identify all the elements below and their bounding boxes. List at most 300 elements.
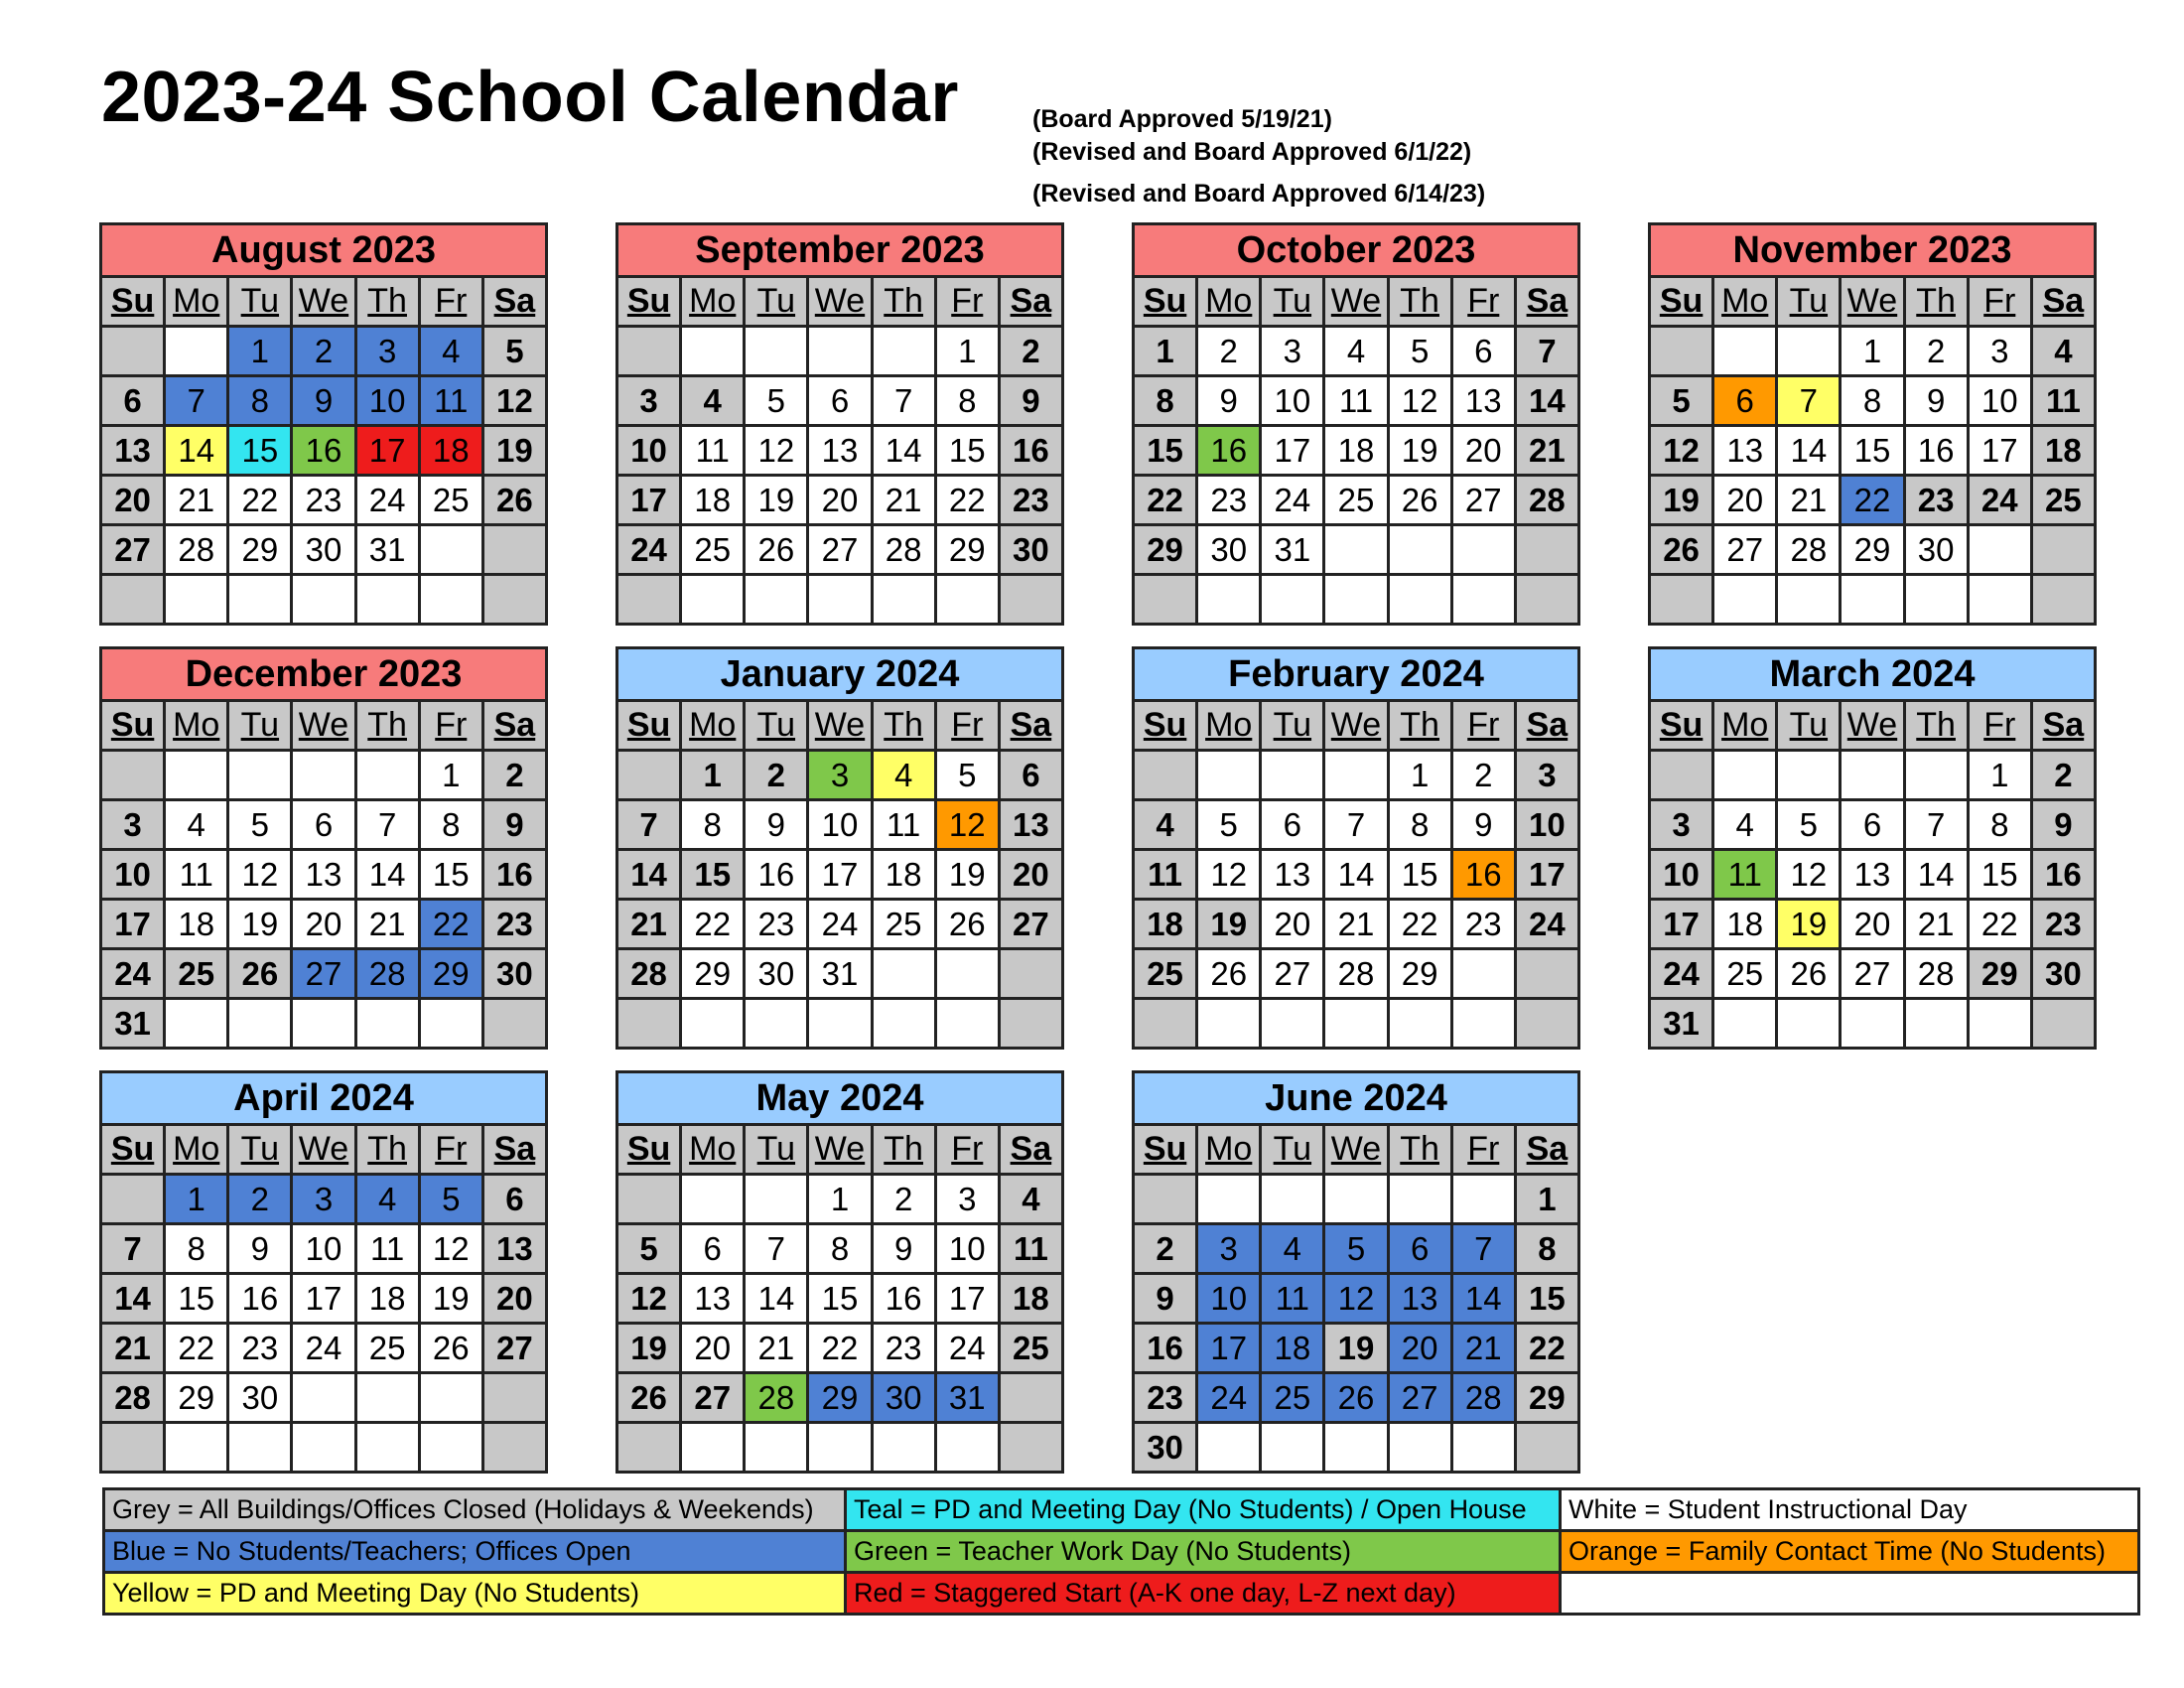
day-cell: 5 [1325, 1225, 1386, 1272]
empty-day-cell [1198, 1000, 1259, 1047]
empty-day-cell [1906, 576, 1967, 623]
day-cell: 14 [618, 851, 679, 898]
day-cell: 2 [293, 328, 353, 374]
weekday-label-we: We [293, 702, 353, 749]
day-cell: 1 [1390, 752, 1450, 798]
day-cell: 19 [1778, 901, 1839, 947]
day-cell: 16 [874, 1275, 934, 1322]
day-cell: 14 [1453, 1275, 1514, 1322]
empty-day-cell [937, 950, 998, 997]
day-cell: 13 [293, 851, 353, 898]
day-cell: 17 [357, 427, 418, 474]
day-cell: 14 [1325, 851, 1386, 898]
day-cell: 27 [102, 526, 163, 573]
day-cell: 21 [874, 477, 934, 523]
day-cell: 23 [1906, 477, 1967, 523]
weekday-label-sa: Sa [1517, 278, 1577, 325]
day-cell: 2 [484, 752, 545, 798]
day-cell: 22 [1842, 477, 1902, 523]
month-days-grid [1135, 702, 1577, 1047]
empty-day-cell [682, 1000, 743, 1047]
day-cell: 13 [1453, 377, 1514, 424]
day-cell: 18 [1714, 901, 1775, 947]
weekday-label-tu: Tu [746, 1126, 806, 1173]
day-cell: 21 [1778, 477, 1839, 523]
day-cell: 25 [682, 526, 743, 573]
weekday-label-tu: Tu [1262, 1126, 1322, 1173]
empty-day-cell [618, 1176, 679, 1222]
empty-day-cell [421, 1000, 481, 1047]
day-cell: 4 [1135, 801, 1195, 848]
day-cell: 13 [1001, 801, 1061, 848]
day-cell: 26 [1778, 950, 1839, 997]
day-cell: 4 [1714, 801, 1775, 848]
weekday-label-mo: Mo [166, 1126, 226, 1173]
day-cell: 13 [1262, 851, 1322, 898]
day-cell: 29 [421, 950, 481, 997]
day-cell: 3 [1262, 328, 1322, 374]
day-cell: 6 [1714, 377, 1775, 424]
day-cell: 14 [874, 427, 934, 474]
empty-day-cell [229, 1424, 290, 1471]
empty-day-cell [1453, 576, 1514, 623]
empty-day-cell [1198, 752, 1259, 798]
empty-day-cell [1325, 752, 1386, 798]
empty-day-cell [484, 526, 545, 573]
day-cell: 20 [682, 1325, 743, 1371]
day-cell: 31 [809, 950, 870, 997]
weekday-label-we: We [1325, 1126, 1386, 1173]
day-cell: 28 [102, 1374, 163, 1421]
day-cell: 20 [484, 1275, 545, 1322]
day-cell: 6 [1262, 801, 1322, 848]
day-cell: 11 [1262, 1275, 1322, 1322]
day-cell: 8 [682, 801, 743, 848]
day-cell: 24 [1970, 477, 2030, 523]
weekday-label-tu: Tu [229, 702, 290, 749]
weekday-label-th: Th [357, 702, 418, 749]
weekday-label-su: Su [618, 1126, 679, 1173]
empty-day-cell [1262, 1424, 1322, 1471]
month-november-2023 [1648, 222, 2097, 626]
day-cell: 9 [874, 1225, 934, 1272]
day-cell: 23 [1135, 1374, 1195, 1421]
day-cell: 21 [1453, 1325, 1514, 1371]
empty-day-cell [1778, 1000, 1839, 1047]
day-cell: 17 [102, 901, 163, 947]
day-cell: 17 [1651, 901, 1711, 947]
day-cell: 19 [618, 1325, 679, 1371]
day-cell: 21 [1517, 427, 1577, 474]
day-cell: 28 [357, 950, 418, 997]
day-cell: 15 [937, 427, 998, 474]
empty-day-cell [102, 576, 163, 623]
day-cell: 26 [1390, 477, 1450, 523]
day-cell: 9 [1001, 377, 1061, 424]
day-cell: 28 [746, 1374, 806, 1421]
month-title: January 2024 [618, 649, 1061, 702]
empty-day-cell [1517, 526, 1577, 573]
empty-day-cell [166, 752, 226, 798]
weekday-label-we: We [293, 1126, 353, 1173]
day-cell: 28 [1906, 950, 1967, 997]
day-cell: 7 [618, 801, 679, 848]
day-cell: 23 [293, 477, 353, 523]
empty-day-cell [1714, 1000, 1775, 1047]
month-title: May 2024 [618, 1073, 1061, 1126]
day-cell: 20 [1842, 901, 1902, 947]
day-cell: 18 [2033, 427, 2094, 474]
empty-day-cell [421, 1374, 481, 1421]
day-cell: 23 [1453, 901, 1514, 947]
weekday-label-we: We [1325, 278, 1386, 325]
day-cell: 25 [1262, 1374, 1322, 1421]
day-cell: 14 [102, 1275, 163, 1322]
day-cell: 28 [1325, 950, 1386, 997]
weekday-label-sa: Sa [484, 1126, 545, 1173]
day-cell: 24 [937, 1325, 998, 1371]
day-cell: 11 [874, 801, 934, 848]
day-cell: 11 [1001, 1225, 1061, 1272]
month-title: August 2023 [102, 225, 545, 278]
day-cell: 18 [166, 901, 226, 947]
day-cell: 12 [421, 1225, 481, 1272]
day-cell: 10 [1198, 1275, 1259, 1322]
month-october-2023 [1132, 222, 1580, 626]
day-cell: 15 [1135, 427, 1195, 474]
month-june-2024 [1132, 1070, 1580, 1474]
empty-day-cell [1970, 1000, 2030, 1047]
weekday-label-fr: Fr [1970, 278, 2030, 325]
day-cell: 25 [1001, 1325, 1061, 1371]
empty-day-cell [1135, 1000, 1195, 1047]
day-cell: 3 [1970, 328, 2030, 374]
day-cell: 6 [484, 1176, 545, 1222]
day-cell: 21 [1906, 901, 1967, 947]
weekday-label-th: Th [1906, 278, 1967, 325]
day-cell: 30 [484, 950, 545, 997]
day-cell: 19 [1325, 1325, 1386, 1371]
day-cell: 11 [1714, 851, 1775, 898]
empty-day-cell [1325, 576, 1386, 623]
day-cell: 29 [166, 1374, 226, 1421]
empty-day-cell [1325, 1424, 1386, 1471]
empty-day-cell [2033, 576, 2094, 623]
day-cell: 15 [421, 851, 481, 898]
day-cell: 20 [1001, 851, 1061, 898]
day-cell: 5 [1651, 377, 1711, 424]
day-cell: 4 [357, 1176, 418, 1222]
weekday-label-mo: Mo [682, 278, 743, 325]
day-cell: 29 [1517, 1374, 1577, 1421]
day-cell: 15 [1842, 427, 1902, 474]
day-cell: 29 [229, 526, 290, 573]
month-days-grid [1135, 1126, 1577, 1471]
day-cell: 3 [102, 801, 163, 848]
legend-item-orange: Orange = Family Contact Time (No Students) [1562, 1532, 2137, 1571]
weekday-label-sa: Sa [1001, 1126, 1061, 1173]
empty-day-cell [937, 576, 998, 623]
empty-day-cell [102, 1424, 163, 1471]
empty-day-cell [1390, 576, 1450, 623]
day-cell: 4 [166, 801, 226, 848]
day-cell: 3 [1517, 752, 1577, 798]
day-cell: 4 [1262, 1225, 1322, 1272]
day-cell: 2 [1001, 328, 1061, 374]
weekday-label-fr: Fr [937, 702, 998, 749]
month-days-grid [618, 1126, 1061, 1471]
day-cell: 19 [746, 477, 806, 523]
weekday-label-tu: Tu [1262, 278, 1322, 325]
month-title: March 2024 [1651, 649, 2094, 702]
day-cell: 15 [682, 851, 743, 898]
empty-day-cell [421, 576, 481, 623]
day-cell: 18 [874, 851, 934, 898]
empty-day-cell [618, 752, 679, 798]
day-cell: 14 [1778, 427, 1839, 474]
day-cell: 26 [421, 1325, 481, 1371]
empty-day-cell [1714, 576, 1775, 623]
empty-day-cell [937, 1424, 998, 1471]
empty-day-cell [166, 1000, 226, 1047]
empty-day-cell [1517, 576, 1577, 623]
day-cell: 24 [1651, 950, 1711, 997]
day-cell: 13 [1390, 1275, 1450, 1322]
day-cell: 21 [166, 477, 226, 523]
legend-item-teal: Teal = PD and Meeting Day (No Students) / Open House [847, 1490, 1559, 1529]
day-cell: 7 [102, 1225, 163, 1272]
day-cell: 18 [1135, 901, 1195, 947]
empty-day-cell [618, 1000, 679, 1047]
day-cell: 26 [229, 950, 290, 997]
day-cell: 1 [1842, 328, 1902, 374]
empty-day-cell [746, 1000, 806, 1047]
day-cell: 7 [357, 801, 418, 848]
day-cell: 18 [682, 477, 743, 523]
empty-day-cell [1135, 1176, 1195, 1222]
approval-note-3: (Revised and Board Approved 6/14/23) [1032, 180, 1486, 208]
weekday-label-we: We [1842, 702, 1902, 749]
weekday-label-su: Su [1135, 702, 1195, 749]
day-cell: 9 [1135, 1275, 1195, 1322]
empty-day-cell [293, 1000, 353, 1047]
weekday-label-sa: Sa [2033, 278, 2094, 325]
day-cell: 10 [1262, 377, 1322, 424]
day-cell: 31 [1651, 1000, 1711, 1047]
day-cell: 30 [229, 1374, 290, 1421]
weekday-label-fr: Fr [421, 278, 481, 325]
day-cell: 15 [1517, 1275, 1577, 1322]
empty-day-cell [1517, 950, 1577, 997]
day-cell: 11 [421, 377, 481, 424]
day-cell: 1 [1517, 1176, 1577, 1222]
day-cell: 16 [746, 851, 806, 898]
empty-day-cell [874, 576, 934, 623]
day-cell: 3 [937, 1176, 998, 1222]
day-cell: 19 [484, 427, 545, 474]
weekday-label-th: Th [874, 278, 934, 325]
empty-day-cell [1778, 328, 1839, 374]
month-march-2024 [1648, 646, 2097, 1050]
empty-day-cell [937, 1000, 998, 1047]
weekday-label-th: Th [357, 1126, 418, 1173]
empty-day-cell [682, 1424, 743, 1471]
day-cell: 27 [484, 1325, 545, 1371]
day-cell: 17 [1262, 427, 1322, 474]
day-cell: 5 [937, 752, 998, 798]
day-cell: 14 [746, 1275, 806, 1322]
day-cell: 5 [1390, 328, 1450, 374]
empty-day-cell [1906, 752, 1967, 798]
weekday-label-mo: Mo [682, 1126, 743, 1173]
empty-day-cell [1135, 576, 1195, 623]
empty-day-cell [1390, 1176, 1450, 1222]
legend-item-green: Green = Teacher Work Day (No Students) [847, 1532, 1559, 1571]
day-cell: 11 [682, 427, 743, 474]
empty-day-cell [1001, 950, 1061, 997]
day-cell: 19 [421, 1275, 481, 1322]
day-cell: 19 [937, 851, 998, 898]
day-cell: 25 [421, 477, 481, 523]
day-cell: 21 [357, 901, 418, 947]
day-cell: 29 [1390, 950, 1450, 997]
day-cell: 6 [102, 377, 163, 424]
day-cell: 29 [937, 526, 998, 573]
empty-day-cell [1517, 1424, 1577, 1471]
day-cell: 20 [102, 477, 163, 523]
empty-day-cell [1262, 1176, 1322, 1222]
day-cell: 7 [874, 377, 934, 424]
empty-day-cell [1906, 1000, 1967, 1047]
day-cell: 28 [618, 950, 679, 997]
empty-day-cell [746, 576, 806, 623]
day-cell: 28 [166, 526, 226, 573]
empty-day-cell [682, 1176, 743, 1222]
empty-day-cell [357, 1424, 418, 1471]
empty-day-cell [1453, 526, 1514, 573]
weekday-label-su: Su [102, 278, 163, 325]
weekday-label-mo: Mo [166, 278, 226, 325]
empty-day-cell [682, 328, 743, 374]
weekday-label-fr: Fr [1453, 278, 1514, 325]
weekday-label-mo: Mo [682, 702, 743, 749]
day-cell: 8 [809, 1225, 870, 1272]
empty-day-cell [618, 328, 679, 374]
weekday-label-th: Th [1390, 702, 1450, 749]
empty-day-cell [1325, 1176, 1386, 1222]
empty-day-cell [421, 1424, 481, 1471]
empty-day-cell [1517, 1000, 1577, 1047]
day-cell: 11 [166, 851, 226, 898]
empty-day-cell [874, 1424, 934, 1471]
weekday-label-th: Th [874, 702, 934, 749]
day-cell: 22 [166, 1325, 226, 1371]
day-cell: 31 [1262, 526, 1322, 573]
day-cell: 6 [1390, 1225, 1450, 1272]
day-cell: 12 [229, 851, 290, 898]
day-cell: 1 [1135, 328, 1195, 374]
day-cell: 3 [1651, 801, 1711, 848]
color-legend [102, 1487, 2140, 1616]
day-cell: 4 [421, 328, 481, 374]
day-cell: 5 [1198, 801, 1259, 848]
empty-day-cell [1453, 1176, 1514, 1222]
weekday-label-th: Th [357, 278, 418, 325]
day-cell: 25 [874, 901, 934, 947]
day-cell: 10 [937, 1225, 998, 1272]
day-cell: 2 [874, 1176, 934, 1222]
weekday-label-sa: Sa [1517, 1126, 1577, 1173]
weekday-label-su: Su [618, 278, 679, 325]
day-cell: 22 [682, 901, 743, 947]
day-cell: 24 [1262, 477, 1322, 523]
legend-item-white: White = Student Instructional Day [1562, 1490, 2137, 1529]
empty-day-cell [1390, 526, 1450, 573]
approval-note-1: (Board Approved 5/19/21) [1032, 105, 1332, 133]
day-cell: 31 [102, 1000, 163, 1047]
day-cell: 8 [1842, 377, 1902, 424]
day-cell: 13 [682, 1275, 743, 1322]
empty-day-cell [357, 1000, 418, 1047]
day-cell: 16 [293, 427, 353, 474]
weekday-label-su: Su [1135, 278, 1195, 325]
day-cell: 25 [357, 1325, 418, 1371]
day-cell: 9 [1198, 377, 1259, 424]
legend-item-red: Red = Staggered Start (A-K one day, L-Z next day) [847, 1574, 1559, 1613]
day-cell: 14 [1517, 377, 1577, 424]
empty-day-cell [357, 752, 418, 798]
day-cell: 18 [1325, 427, 1386, 474]
day-cell: 9 [1906, 377, 1967, 424]
weekday-label-th: Th [1390, 278, 1450, 325]
empty-day-cell [2033, 1000, 2094, 1047]
month-title: April 2024 [102, 1073, 545, 1126]
day-cell: 27 [293, 950, 353, 997]
month-days-grid [102, 278, 545, 623]
day-cell: 20 [1714, 477, 1775, 523]
day-cell: 9 [1453, 801, 1514, 848]
day-cell: 12 [484, 377, 545, 424]
day-cell: 1 [229, 328, 290, 374]
day-cell: 18 [357, 1275, 418, 1322]
empty-day-cell [1325, 1000, 1386, 1047]
day-cell: 17 [1517, 851, 1577, 898]
day-cell: 29 [1970, 950, 2030, 997]
day-cell: 4 [682, 377, 743, 424]
day-cell: 11 [1325, 377, 1386, 424]
day-cell: 22 [1135, 477, 1195, 523]
empty-day-cell [2033, 526, 2094, 573]
day-cell: 21 [102, 1325, 163, 1371]
day-cell: 22 [229, 477, 290, 523]
day-cell: 2 [1135, 1225, 1195, 1272]
empty-day-cell [229, 576, 290, 623]
day-cell: 24 [1517, 901, 1577, 947]
day-cell: 22 [421, 901, 481, 947]
day-cell: 19 [1390, 427, 1450, 474]
day-cell: 16 [1906, 427, 1967, 474]
empty-day-cell [1842, 752, 1902, 798]
empty-day-cell [1198, 576, 1259, 623]
legend-item-blue: Blue = No Students/Teachers; Offices Open [105, 1532, 844, 1571]
legend-item-white [1562, 1574, 2137, 1613]
empty-day-cell [1325, 526, 1386, 573]
day-cell: 23 [1001, 477, 1061, 523]
day-cell: 12 [937, 801, 998, 848]
day-cell: 30 [2033, 950, 2094, 997]
day-cell: 20 [293, 901, 353, 947]
weekday-label-su: Su [102, 702, 163, 749]
